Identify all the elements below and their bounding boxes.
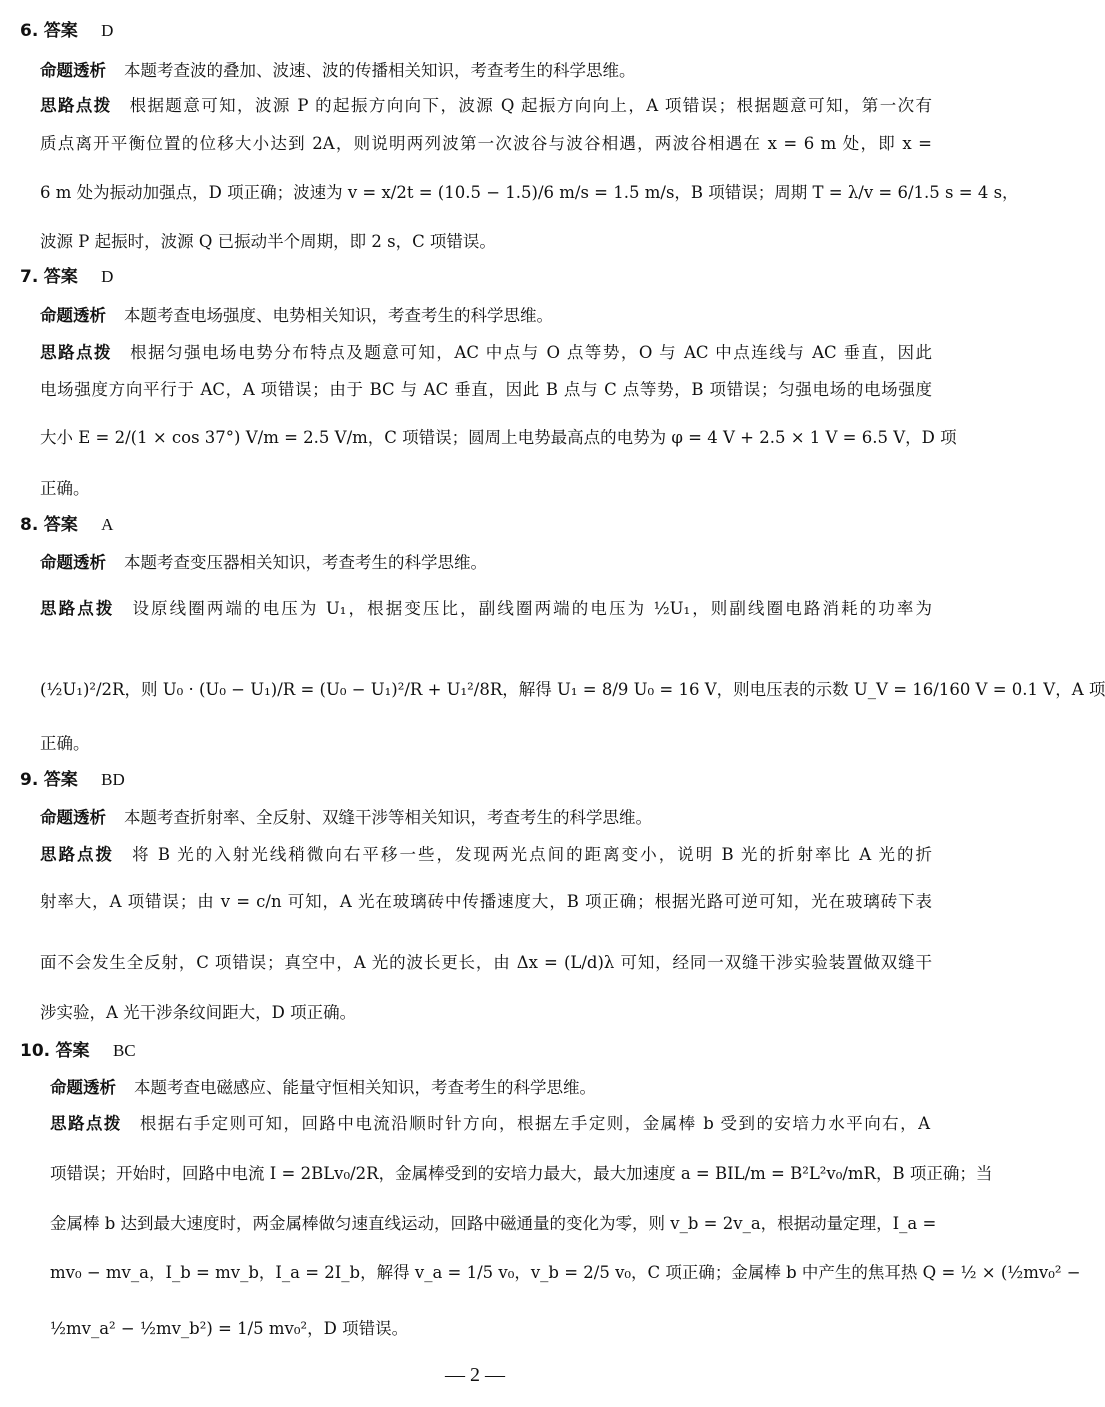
hint-label: 思路点拨 (40, 343, 113, 362)
answer-label: 答案 (43, 21, 78, 41)
intent-text: 本题考查电场强度、电势相关知识，考查考生的科学思维。 (124, 306, 553, 325)
question-7-hint-line: 正确。 (40, 479, 90, 498)
hint-text: 根据右手定则可知，回路中电流沿顺时针方向，根据左手定则，金属棒 b 受到的安培力水平向右，A (139, 1114, 931, 1133)
hint-text: 设原线圈两端的电压为 U₁，根据变压比，副线圈两端的电压为 ½U₁，则副线圈电路消耗的功率为 (132, 599, 932, 618)
question-8-hint-line (40, 598, 932, 620)
question-number: 6. (20, 21, 39, 41)
question-9-hint-line: 射率大，A 项错误；由 v = c/n 可知，A 光在玻璃砖中传播速度大，B 项正确；根据光路可逆可知，光在玻璃砖下表 (40, 892, 932, 911)
question-9-hint-line (40, 844, 932, 866)
question-number: 10. (20, 1041, 51, 1061)
question-10-hint-line: ½mv_a² − ½mv_b²) = 1/5 mv₀²，D 项错误。 (50, 1319, 409, 1338)
question-6-hint-line: 波源 P 起振时，波源 Q 已振动半个周期，即 2 s，C 项错误。 (40, 232, 496, 251)
intent-label: 命题透析 (40, 61, 106, 80)
question-7-answer-head (20, 266, 113, 288)
question-6-hint-line: 质点离开平衡位置的位移大小达到 2A，则说明两列波第一次波谷与波谷相遇，两波谷相遇在 x = 6 m 处，即 x = (40, 134, 932, 153)
question-9-hint-line: 面不会发生全反射，C 项错误；真空中，A 光的波长更长，由 Δx = (L/d)λ 可知，经同一双缝干涉实验装置做双缝干 (40, 953, 932, 972)
answer-value: BD (101, 770, 125, 789)
question-number: 8. (20, 515, 39, 535)
question-10-intent (50, 1077, 930, 1099)
intent-text: 本题考查变压器相关知识，考查考生的科学思维。 (124, 553, 487, 572)
intent-text: 本题考查波的叠加、波速、波的传播相关知识，考查考生的科学思维。 (124, 61, 636, 80)
question-6-intent (40, 60, 932, 82)
question-10-hint-line: 金属棒 b 达到最大速度时，两金属棒做匀速直线运动，回路中磁通量的变化为零，则 v_b = 2v_a，根据动量定理，I_a = (50, 1214, 937, 1233)
page-number: — 2 — (445, 1364, 505, 1386)
hint-label: 思路点拨 (40, 599, 115, 618)
question-8-hint-line: 正确。 (40, 734, 90, 753)
answer-value: A (101, 515, 114, 534)
question-7-intent (40, 305, 932, 327)
intent-text: 本题考查折射率、全反射、双缝干涉等相关知识，考查考生的科学思维。 (124, 808, 652, 827)
question-6-answer-head (20, 20, 113, 42)
hint-text: 根据题意可知，波源 P 的起振方向向下，波源 Q 起振方向向上，A 项错误；根据题意可知，第一次有 (129, 96, 933, 115)
intent-label: 命题透析 (40, 808, 106, 827)
answer-label: 答案 (43, 267, 78, 287)
question-number: 7. (20, 267, 39, 287)
intent-text: 本题考查电磁感应、能量守恒相关知识，考查考生的科学思维。 (134, 1078, 596, 1097)
answer-value: D (101, 267, 114, 286)
answer-value: D (101, 21, 114, 40)
answer-label: 答案 (43, 770, 78, 790)
answer-value: BC (112, 1041, 136, 1060)
hint-label: 思路点拨 (50, 1114, 122, 1133)
answer-label: 答案 (43, 515, 78, 535)
hint-label: 思路点拨 (40, 845, 115, 864)
hint-text: 根据匀强电场电势分布特点及题意可知，AC 中点与 O 点等势，O 与 AC 中点连线与 AC 垂直，因此 (130, 343, 932, 362)
question-10-answer-head (20, 1040, 136, 1062)
question-9-answer-head (20, 769, 125, 791)
question-number: 9. (20, 770, 39, 790)
question-8-answer-head (20, 514, 113, 536)
intent-label: 命题透析 (50, 1078, 116, 1097)
question-10-hint-line (50, 1113, 930, 1135)
answer-label: 答案 (55, 1041, 90, 1061)
question-8-hint-line: (½U₁)²/2R，则 U₀ · (U₀ − U₁)/R = (U₀ − U₁)²/R + U₁²/8R，解得 U₁ = 8/9 U₀ = 16 V，则电压表的示数 U_V = 16/160 V = 0.1 V，A 项 (40, 680, 1105, 699)
question-10-hint-line: mv₀ − mv_a，I_b = mv_b，I_a = 2I_b，解得 v_a = 1/5 v₀，v_b = 2/5 v₀，C 项正确；金属棒 b 中产生的焦耳热 Q = ½ × (½mv₀² − (50, 1263, 1081, 1282)
question-9-hint-line: 涉实验，A 光干涉条纹间距大，D 项正确。 (40, 1003, 357, 1022)
question-7-hint-line: 电场强度方向平行于 AC，A 项错误；由于 BC 与 AC 垂直，因此 B 点与 C 点等势，B 项错误；匀强电场的电场强度 (40, 380, 932, 399)
question-6-hint-line (40, 95, 932, 117)
question-7-hint-line (40, 342, 932, 364)
question-8-intent (40, 552, 932, 574)
question-9-intent (40, 807, 932, 829)
hint-label: 思路点拨 (40, 96, 112, 115)
question-6-hint-line: 6 m 处为振动加强点，D 项正确；波速为 v = x/2t = (10.5 − 1.5)/6 m/s = 1.5 m/s，B 项错误；周期 T = λ/v = 6/1.5 s = 4 s， (40, 183, 1019, 202)
question-10-hint-line: 项错误；开始时，回路中电流 I = 2BLv₀/2R，金属棒受到的安培力最大，最大加速度 a = BIL/m = B²L²v₀/mR，B 项正确；当 (50, 1164, 993, 1183)
question-7-hint-line: 大小 E = 2/(1 × cos 37°) V/m = 2.5 V/m，C 项错误；圆周上电势最高点的电势为 φ = 4 V + 2.5 × 1 V = 6.5 V，D 项 (40, 428, 957, 447)
intent-label: 命题透析 (40, 306, 106, 325)
hint-text: 将 B 光的入射光线稍微向右平移一些，发现两光点间的距离变小，说明 B 光的折射率比 A 光的折 (132, 845, 933, 864)
intent-label: 命题透析 (40, 553, 106, 572)
